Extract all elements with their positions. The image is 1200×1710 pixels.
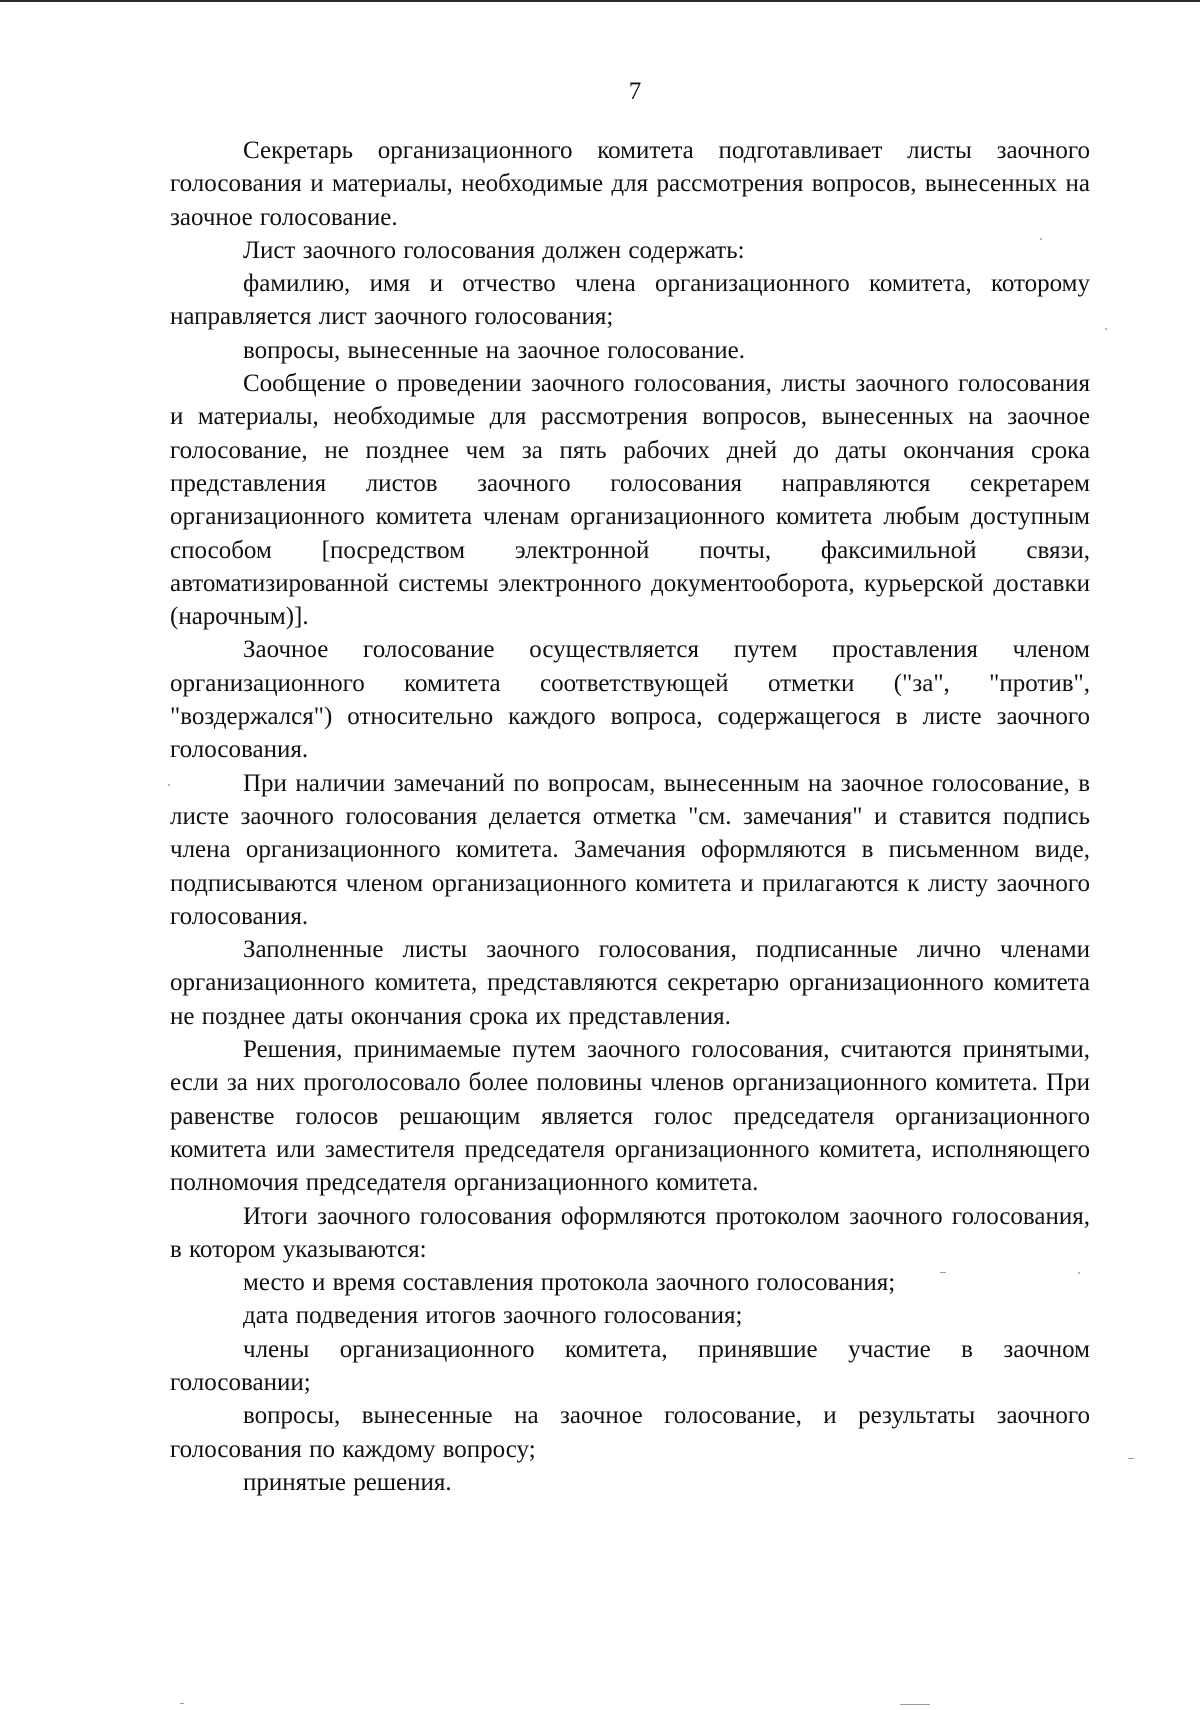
list-item-questions-results: вопросы, вынесенные на заочное голосование, и результаты заочного голосования по каждому вопросу;: [170, 1402, 1090, 1463]
scan-top-edge: [0, 0, 1200, 2]
scan-speck: [180, 1703, 184, 1704]
scan-speck: [168, 784, 170, 786]
list-item-participants: члены организационного комитета, принявшие участие в заочном голосовании;: [170, 1335, 1090, 1396]
paragraph-questions: вопросы, вынесенные на заочное голосование.: [243, 336, 745, 364]
scan-speck: [1105, 328, 1107, 330]
scan-speck: [900, 1704, 930, 1705]
paragraph-voting-marks: Заочное голосование осуществляется путем проставления членом организационного комитета соответствующей отметки ("за", "против", "воздержался") относительно каждого вопроса, содержащегося в листе заочного голосования.: [170, 636, 1090, 764]
scan-speck: [1078, 1272, 1080, 1274]
paragraph-remarks: При наличии замечаний по вопросам, вынесенным на заочное голосование, в листе заочного голосования делается отметка "см. замечания" и ставится подпись члена организационного комитета. Замечания оформляются в письменном виде, подписываются членом организационного комитета и прилагаются к листу заочного голосования.: [170, 769, 1090, 930]
paragraph-member-name: фамилию, имя и отчество члена организационного комитета, которому направляется лист заочного голосования;: [170, 270, 1090, 331]
paragraph-results-protocol: Итоги заочного голосования оформляются протоколом заочного голосования, в котором указываются:: [170, 1202, 1090, 1263]
paragraph-decisions: Решения, принимаемые путем заочного голосования, считаются принятыми, если за них проголосовало более половины членов организационного комитета. При равенстве голосов решающим является голос председателя организационного комитета или заместителя председателя организационного комитета, исполняющего полномочия председателя организационного комитета.: [170, 1036, 1090, 1197]
list-item-summary-date: дата подведения итогов заочного голосования;: [243, 1302, 743, 1330]
paragraph-sheet-contents: Лист заочного голосования должен содержать:: [243, 236, 745, 264]
list-item-place-time: место и время составления протокола заочного голосования;: [243, 1269, 896, 1297]
paragraph-notification: Сообщение о проведении заочного голосования, листы заочного голосования и материалы, необходимые для рассмотрения вопросов, вынесенных на заочное голосование, не позднее чем за пять рабочих дней до даты окончания срока представления листов заочного голосования направляются секретарем организационного комитета членам организационного комитета любым доступным способом [посредством электронной почты, факсимильной связи, автоматизированной системы электронного документооборота, курьерской доставки (нарочным)].: [170, 370, 1090, 631]
paragraph-secretary-prepares: Секретарь организационного комитета подготавливает листы заочного голосования и материалы, необходимые для рассмотрения вопросов, вынесенных на заочное голосование.: [170, 137, 1090, 231]
document-body: [170, 134, 1090, 1499]
page-number: 7: [628, 78, 642, 105]
scan-speck: [1040, 238, 1042, 240]
scan-speck: [940, 1272, 946, 1273]
scan-speck: [1128, 1458, 1134, 1459]
paragraph-filled-sheets: Заполненные листы заочного голосования, подписанные лично членами организационного комитета, представляются секретарю организационного комитета не позднее даты окончания срока их представления.: [170, 936, 1090, 1030]
list-item-decisions: принятые решения.: [243, 1468, 452, 1496]
